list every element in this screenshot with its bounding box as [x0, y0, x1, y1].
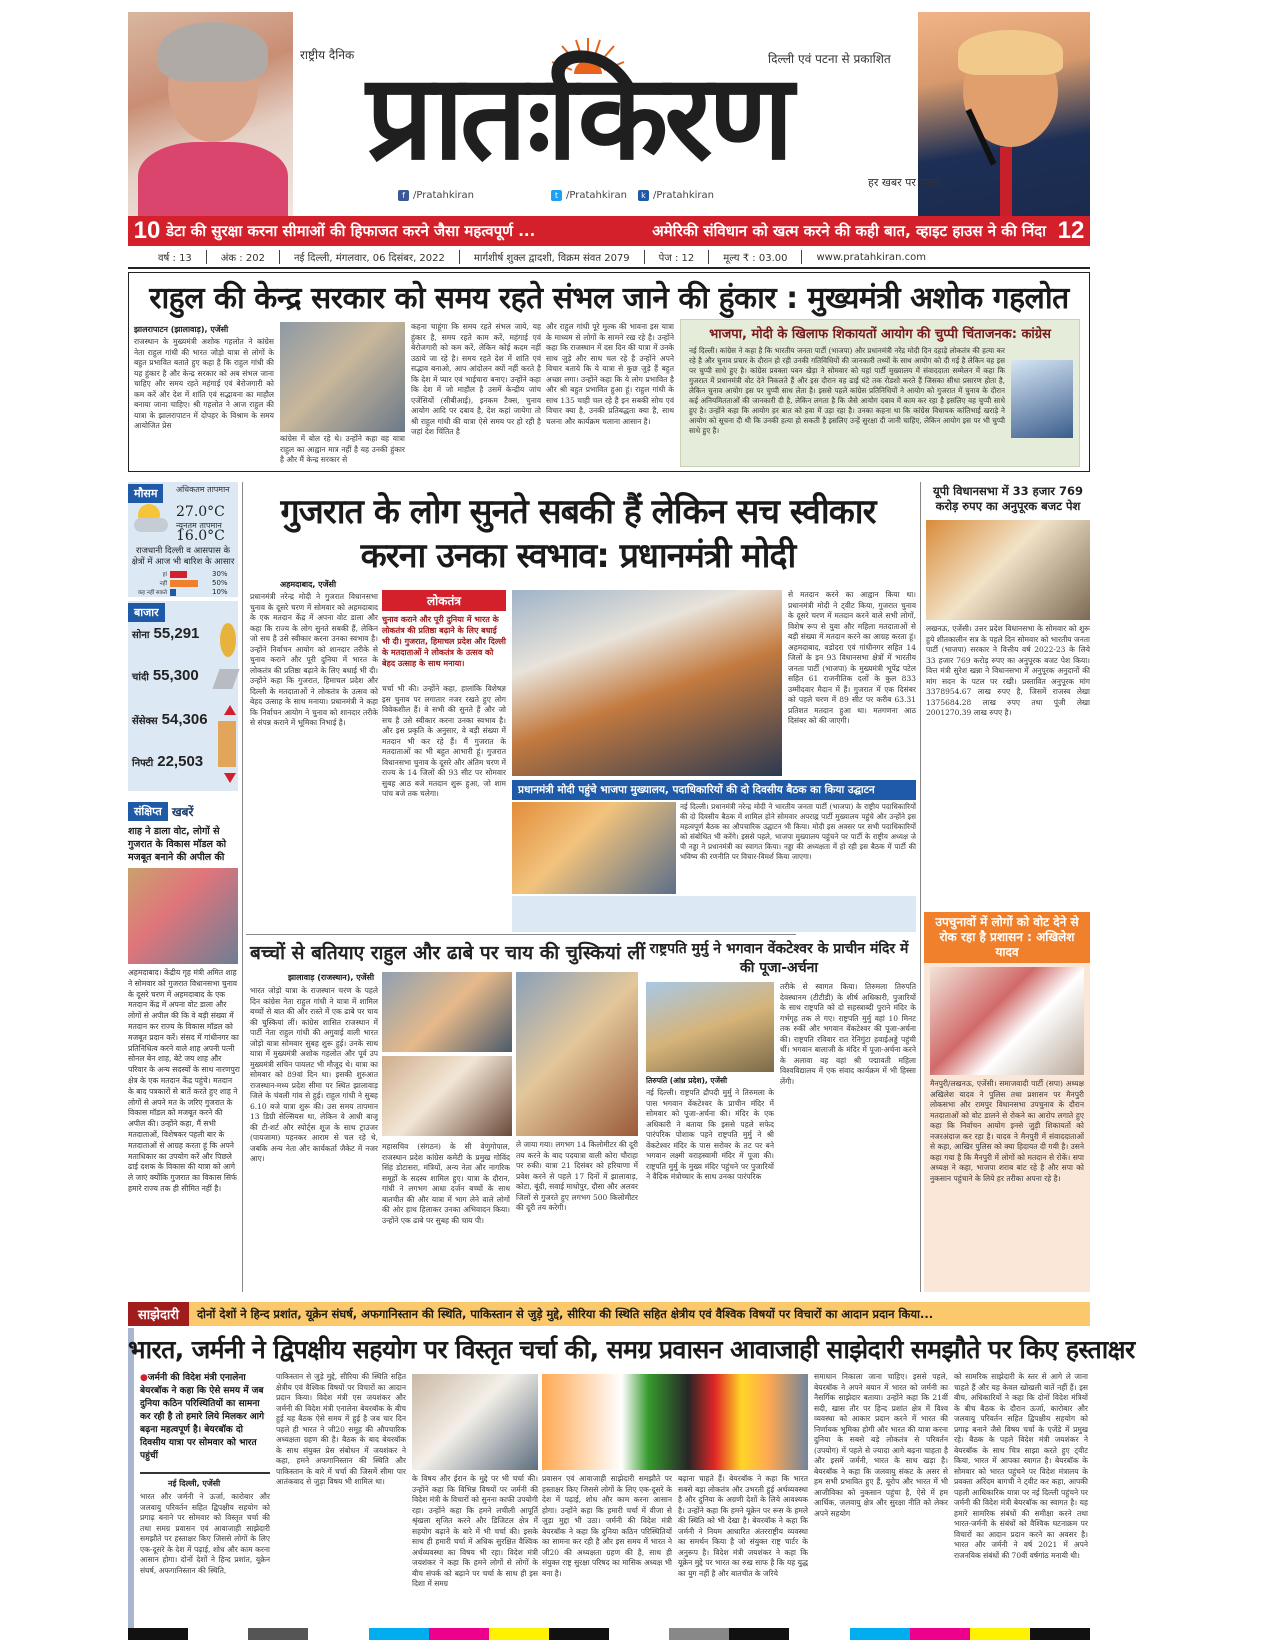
story-rahul-caption: महासचिव (संगठन) के सी वेणुगोपाल, राजस्थान प्रदेश कांग्रेस कमेटी के प्रमुख गोविंद सिंह डोटासरा, मंत्रियों, अन्य नेता और नागरिक समूहों के सदस्य शामिल हुए। यात्रा के दौरान, गांधी ने लगभग आधा दर्जन बच्चों के साथ बातचीत की और यात्रा में भाग लेने वाले लोगों की ओर हाथ हिलाकर उनका अभिवादन किया। उन्होंने एक ढाबे पर सुबह की चाय पी। [382, 1142, 510, 1225]
photo-pawan-khera [1011, 360, 1073, 438]
photo-rahul-dhaba [382, 1056, 512, 1136]
max-temp-label: अधिकतम तापमान [176, 485, 230, 494]
issue-price: मूल्य ₹ : 03.00 [709, 250, 802, 264]
market-box [128, 601, 238, 791]
photo-up-assembly [926, 520, 1090, 620]
social-facebook[interactable]: f /Pratahkiran [398, 190, 474, 201]
sidebar-congress-headline: भाजपा, मोदी के खिलाफ शिकायतों आयोग की चुप्पी चिंताजनक: कांग्रेस [709, 327, 1051, 342]
poll-row [130, 579, 236, 587]
sidebar-congress-body: नई दिल्ली। कांग्रेस ने कहा है कि भारतीय जनता पार्टी (भाजपा) और प्रधानमंत्री नरेंद्र मोदी दिन दहाड़े लोकतंत्र की हत्या कर रहे है और चुनाव प्रचार के दौरान हो रही उनकी गतिविधियों की जानकारी तथ्यों के साथ आयोग को दी गई है लेकिन वह इस पर चुप्पी साधे हुए है। कांग्रेस प्रवक्ता पवन खेड़ा ने सोमवार को यहां पार्टी मुख्यालय में संवाददाता सम्मेलन में कहा कि गुजरात में प्रधानमंत्री वोट देने निकलते हैं और इस दौरान वह ढाई घंटे तक रोडशो करते हैं जिसका सीधा प्रसारण होता है, लेकिन चुनाव आयोग इस पर चुप्पी साध लेता है। इससे पहले कांग्रेस प्रतिनिधियों ने आयोग को गुजरात में चुनाव के दौरान कई अनियमितताओं की जानकारी दी है, लेकिन लगता है कि जैसे आयोग दबाव में काम कर रहा है इसलिए वह चुप्पी साधे हुए है। उन्होंने कहा कि आयोग हर बात को हवा में उड़ा रहा है। उनका कहना था कि कांग्रेस विधायक कांतिभाई खराड़े ने आयोग को सूचना दी थी कि उनकी हत्या हो सकती है इसलिए उन्हें सुरक्षा दी जानी चाहिए, लेकिन आयोग इस पर भी चुप्पी साधे हुए है। [689, 346, 1005, 435]
story-modi-headline: गुजरात के लोग सुनते सबकी हैं लेकिन सच स्वीकार करना उनका स्वभाव: प्रधानमंत्री मोदी [280, 492, 876, 576]
social-koo[interactable]: k /Pratahkiran [638, 190, 714, 201]
story-akhilesh-body: मैनपुरी/लखनऊ, एजेंसी। समाजवादी पार्टी (सपा) अध्यक्ष अखिलेश यादव ने पुलिस तथा प्रशासन पर मैनपुरी लोकसभा और रामपुर विधानसभा उपचुनाव के दौरान मतदाताओं को वोट डालने से रोकने का आरोप लगाते हुए कहा कि निर्वाचन आयोग इनसे जुड़ी शिकायतों को नजरअंदाज कर रहा है। यादव ने मैनपुरी में संवाददाताओं से कहा, आखिर पुलिस को क्या हिदायत दी गयी है। उसने कहा गया है कि मैनपुरी में लोगों को मतदान से रोकें। सपा अध्यक्ष ने कहा, भाजपा शराब बांट रहे है और सपा को नुकसान पहुंचाने के लिये हर तरीका अपना रहे है। [930, 1079, 1084, 1183]
weather-market-sidebar [128, 482, 238, 791]
masthead-logo: प्रातःकिरण [366, 47, 790, 186]
photo-amit-shah [128, 868, 238, 964]
story-rahul-headline: बच्चों से बतियाए राहुल और ढाबे पर चाय की चुस्कियां लीं [250, 942, 646, 964]
max-temp-value: 27.0°C [176, 504, 225, 520]
story-germany-body-2: पाकिस्तान से जुड़े मुद्दे, सीरिया की स्थिति सहित क्षेत्रीय एवं वैश्विक विषयों पर विचारों का आदान प्रदान किया। विदेश मंत्री एस जयशंकर और जर्मनी की विदेश मंत्री एनालेना बेयरबॉक के बीच हुई यह बैठक ऐसे समय में हुई है जब चार दिन पहले ही भारत ने जी20 समूह की औपचारिक अध्यक्षता ग्रहण की है। बैठक के बाद बेयरबॉक के साथ संयुक्त प्रेस संबोधन में जयशंकर ने कहा, हमने अफगानिस्तान की स्थिति और पाकिस्तान के बारे में चर्चा की जिसमें सीमा पार आतंकवाद से जुड़ा विषय भी शामिल था। [276, 1372, 406, 1486]
poll-label: हां [162, 572, 167, 578]
lokatantra-quote: चुनाव कराने और पूरी दुनिया में भारत के लोकतंत्र की प्रतिष्ठा बढ़ाने के लिए बधाई भी दी। गुजरात, हिमाचल प्रदेश और दिल्ली के मतदाताओं ने लोकतंत्र के उत्सव को बेहद उत्साह के साथ मनाया। [382, 615, 506, 668]
photo-rahul-crowd [516, 972, 638, 1136]
poll-label: कह नहीं सकते [137, 590, 167, 596]
brief-headline: शाह ने डाला वोट, लोगों से गुजरात के विकास मॉडल को मजबूत बनाने की अपील की [128, 826, 227, 863]
koo-icon: k [638, 190, 649, 201]
photo-bjp-hq [512, 802, 676, 894]
story-germany-body-4: प्रवासन एवं आवाजाही साझेदारी समझौते पर हस्ताक्षर किए जिससे लोगों के लिए एक-दूसरे के देश में पढ़ाई, शोध और काम करना आसान होगा। उन्होंने कहा कि हमारी चर्चा में वीजा से जुड़ा मुद्दा भी उठा। जर्मनी की विदेश मंत्री बेयरबॉक ने कहा कि दुनिया कठिन परिस्थितियों का सामना कर रही है और इस समय में भारत ने जी20 की अध्यक्षता ग्रहण की है, साथ ही संयुक्त राष्ट्र सुरक्षा परिषद का मासिक अध्यक्ष भी बना है। [542, 1474, 672, 1578]
sajhedari-kicker: दोनों देशों ने हिन्द प्रशांत, यूक्रेन संघर्ष, अफगानिस्तान की स्थिति, पाकिस्तान से जुड़े मुद्दे, सीरिया की स्थिति सहित क्षेत्रीय एवं वैश्विक विषयों पर विचारों का आदान प्रदान किया... [196, 1306, 934, 1321]
social-twitter[interactable]: t /Pratahkiran [551, 190, 627, 201]
story-modi-body-1: प्रधानमंत्री नरेन्द्र मोदी ने गुजरात विधानसभा चुनाव के दूसरे चरण में सोमवार को अहमदाबाद के एक मतदान केंद्र में अपना वोट डाला और कहा कि राज्य के लोग सुनते सबकी हैं, लेकिन जो सच है उसे स्वीकार करना उनका स्वभाव है। उन्होंने निर्वाचन आयोग को शानदार तरीके से चुनाव कराने और पूरी दुनिया में भारत के लोकतंत्र की प्रतिष्ठा बढ़ाने के लिए बधाई भी दी। उन्होंने कहा कि गुजरात, हिमाचल प्रदेश और दिल्ली के मतदाताओं ने लोकतंत्र के उत्सव को बेहद उत्साह के साथ मनाया। प्रधानमंत्री ने कहा कि निर्वाचन आयोग ने चुनाव को शानदार तरीके से संपन्न कराने में भूमिका निभाई है। [250, 592, 378, 727]
min-temp-label: न्यूनतम तापमान [176, 521, 222, 530]
partly-cloudy-icon [134, 502, 166, 534]
story-germany-quote: ●जर्मनी की विदेश मंत्री एनालेना बेयरबॉक ने कहा कि ऐसे समय में जब दुनिया कठिन परिस्थितियों का सामना कर रही है तो हमारे लिये मिलकर आगे बढ़ना महत्वपूर्ण है। बेयरबॉक दो दिवसीय यात्रा पर सोमवार को भारत पहुंचीं [140, 1373, 265, 1461]
poll-label: नहीं [159, 581, 167, 587]
story-gehlot-body-3: और राहुल गांधी पूरे मुल्क की भावना इस यात्रा के माध्यम से लोगों के सामने रख रहे है। उन्होंने कहा कि राजस्थान में दस दिन की यात्रा में उनके साथ जुड़े और साथ चल रहे है उन्होंने अपने विचार बताये कि ये यात्रा से कुछ जुड़े हैं बहुत अच्छा लगा। उन्होंने कहा कि ये लोग प्रभावित है और श्री बहुत प्रभावित हुआ हूं। राहुल गांधी के साथ 135 चाही चल रहे है इन सबकी सोच एवं विचार क्या है, उनकी प्रतिबद्धता क्या है, साथ चलना और कार्यक्रम चलाना आसान है। [546, 322, 674, 426]
coin-stack-icon [218, 721, 236, 767]
story-gehlot-body-1: राजस्थान के मुख्यमंत्री अशोक गहलोत ने कांग्रेस नेता राहुल गांधी की भारत जोड़ो यात्रा से लोगों के बहुत प्रभावित बताते हुए कहा है कि राहुल गांधी की यह हुंकार है और केन्द्र सरकार को अब संभल जाना चाहिए और समय रहते महंगाई एवं बेरोजगारी को कम करें और देश में शांति एवं सद्भावना का माहौल बनाया जाना चाहिए। श्री गहलोत ने आज राहुल की यात्रा के झालरापाटन में दोपहर के विश्राम के समय आयोजित प्रेस [134, 337, 274, 430]
poll-row [130, 570, 236, 578]
photo-baerbock [412, 1374, 538, 1470]
teaser-strip [128, 216, 1090, 246]
story-gehlot-headline: राहुल की केन्द्र सरकार को समय रहते संभल जाने की हुंकार : मुख्यमंत्री अशोक गहलोत [149, 281, 1069, 316]
teaser-right-page: 12 [1057, 217, 1085, 244]
poll-bar [170, 589, 176, 596]
story-germany-body-7: को सामरिक साझेदारी के स्तर से आगे ले जाना चाहते हैं और यह केवल खोखली बातें नहीं हैं। इस बीच, अधिकारियों ने कहा कि दोनों विदेश मंत्रियों के बीच बैठक के दौरान ऊर्जा, कारोबार और जलवायु परिवर्तन सहित द्विपक्षीय सहयोग को प्रगाढ़ बनाने जैसे विषय चर्चा के एजेंडे में प्रमुख रहे। बैठक के पहले विदेश मंत्री जयशंकर ने बेयरबॉक के साथ चित्र साझा करते हुए ट्वीट किया, भारत में आपका स्वागत है। बेयरबॉक के सोमवार को भारत पहुंचने पर विदेश मंत्रालय के प्रवक्ता अरिंदम बागची ने ट्वीट कर कहा, आपकी पहली आधिकारिक यात्रा पर नई दिल्ली पहुंचने पर जर्मनी की विदेश मंत्री बेयरबॉक का स्वागत है। यह हमारे सामरिक संबंधों की समीक्षा करने तथा भारत-जर्मनी के संबंधों को वैश्विक घटनाक्रम पर विचारों का आदान प्रदान करने का अवसर है। भारत और जर्मनी ने वर्ष 2021 में अपने राजनयिक संबंधों की 70वीं वर्षगांठ मनायी थी। [954, 1372, 1088, 1560]
photo-gehlot-caption: कांग्रेस में बोल रहे थे। उन्होंने कहा वह यात्रा राहुल का आह्वान मात्र नहीं है यह उनकी हुंकार है और मैं केन्द्र सरकार से [280, 434, 405, 464]
story-modi-dateline: अहमदाबाद, एजेंसी [280, 580, 337, 589]
lokatantra-label: लोकतंत्र [382, 590, 506, 611]
market-sensex: सेंसेक्स 54,306 [132, 711, 208, 728]
masthead-photo-left [128, 12, 293, 227]
print-color-bar [128, 1628, 1090, 1640]
divider [242, 482, 243, 1292]
market-gold: सोना 55,291 [132, 625, 200, 642]
divider [920, 482, 921, 1292]
poll-bar [170, 580, 198, 587]
brief-news [128, 802, 240, 1268]
issue-number: अंक : 202 [207, 250, 280, 264]
lokatantra-box [382, 590, 506, 669]
weather-forecast: राजधानी दिल्ली व आसपास के क्षेत्रों में आज भी बारिश के आसार [131, 546, 235, 567]
poll-value: 30% [212, 570, 228, 578]
story-murmu-body-1: नई दिल्ली। राष्ट्रपति द्रौपदी मुर्मु ने तिरुमला के पास भगवान वेंकटेश्वर के प्राचीन मंदिर में सोमवार को पूजा-अर्चना की। मंदिर के एक अधिकारी ने बताया कि इससे पहले सफेद पारंपरिक पोशाक पहने राष्ट्रपति मुर्मु ने श्री वेंकटेश्वर मंदिर के पास सरोवर के तट पर बने भगवान लक्ष्मी वराहस्वामी मंदिर में पूजा की। राष्ट्रपति मुर्मु के मुख्य मंदिर पहुंचने पर पुजारियों ने वैदिक मंत्रोच्चार के साथ उनका पारंपरिक [646, 1088, 774, 1181]
photo-modi-voting [512, 590, 782, 776]
poll-bar [170, 571, 187, 578]
silver-bars-icon [212, 669, 239, 689]
photo-gehlot [280, 322, 405, 432]
sub-body-continuation [512, 896, 916, 932]
gold-coins-icon [220, 623, 236, 657]
story-modi-sub-body: नई दिल्ली। प्रधानमंत्री नरेन्द्र मोदी ने भारतीय जनता पार्टी (भाजपा) के राष्ट्रीय पदाधिकारियों की दो दिवसीय बैठक में शामिल होने सोमवार अपराह्न पार्टी मुख्यालय पहुंचे और उन्होंने इस महत्वपूर्ण बैठक का औपचारिक उद्घाटन भी किया। मोदी इस अवसर पर सभी पदाधिकारियों को संबोधित भी करेंगे। इससे पहले, भाजपा मुख्यालय पहुंचने पर पार्टी के राष्ट्रीय अध्यक्ष जे पी नड्डा ने प्रधानमंत्री का स्वागत किया। नड्डा की अध्यक्षता में हो रही इस बैठक में पार्टी की भविष्य की रणनीति पर विचार-विमर्श किया जाएगा। [680, 802, 916, 861]
issue-year: वर्ष : 13 [128, 250, 207, 264]
story-murmu-headline: राष्ट्रपति मुर्मु ने भगवान वेंकटेश्वर के प्राचीन मंदिर में की पूजा-अर्चना [649, 941, 909, 976]
photo-rahul-children [382, 972, 512, 1052]
issue-date: नई दिल्ली, मंगलवार, 06 दिसंबर, 2022 [280, 250, 460, 264]
masthead-photo-right [918, 12, 1090, 227]
story-germany-headline: भारत, जर्मनी ने द्विपक्षीय सहयोग पर विस्तृत चर्चा की, समग्र प्रवासन आवाजाही साझेदारी समझौते पर किए हस्ताक्षर [128, 1335, 1135, 1364]
website-link[interactable]: www.pratahkiran.com [816, 251, 926, 263]
divider [128, 267, 1090, 269]
divider [246, 934, 796, 935]
sajhedari-label: साझेदारी [128, 1302, 189, 1326]
story-germany-body-1: भारत और जर्मनी ने ऊर्जा, कारोबार और जलवायु परिवर्तन सहित द्विपक्षीय सहयोग को प्रगाढ़ बनाने पर सोमवार को विस्तृत चर्चा की तथा समग्र प्रवासन एवं आवाजाही साझेदारी समझौते पर हस्ताक्षर किए जिससे लोगों के लिए एक-दूसरे के देश में पढ़ाई, शोध और काम करना आसान होगा। दोनों देशों ने हिन्द प्रशांत, यूक्रेन संघर्ष, अफगानिस्तान की स्थिति, [140, 1492, 270, 1575]
divider [140, 1472, 270, 1474]
story-up-body: लखनऊ, एजेंसी। उत्तर प्रदेश विधानसभा के सोमवार को शुरू हुये शीतकालीन सत्र के पहले दिन सोमवार को भारतीय जनता पार्टी (भाजपा) सरकार ने वित्तीय वर्ष 2022-23 के लिये 33 हजार 769 करोड़ रुपए का अनुपूरक बजट पेश किया। वित्त मंत्री सुरेश खन्ना ने विधानसभा में अनुपूरक अनुदानों की मांग सदन के पटल पर रखी। प्रस्तावित अनुपूरक मांग 3378954.67 लाख रुपए है, जिसमें राजस्व लेखा 1375684.28 लाख रुपए तथा पूंजी लेखा 2001270.39 लाख रुपए है। [926, 624, 1090, 717]
story-akhilesh-box [924, 912, 1090, 1292]
weather-poll [130, 570, 236, 597]
twitter-icon: t [551, 190, 562, 201]
story-modi-subheadline: प्रधानमंत्री मोदी पहुंचे भाजपा मुख्यालय, पदाधिकारियों की दो दिवसीय बैठक का किया उद्घाटन [512, 780, 916, 800]
story-murmu-dateline: तिरुपति (आंध्र प्रदेश), एजेंसी [646, 1076, 728, 1085]
brief-label-2: खबरें [171, 805, 194, 819]
market-nifty: निफ्टी 22,503 [132, 753, 204, 770]
issue-info [128, 248, 1090, 266]
story-modi-body-2: चर्चा भी की। उन्होंने कहा, हालांकि विशेषज्ञ इस चुनाव पर लगातार नजर रखते हुए लोग विवेकशील हैं। वे सभी की सुनते हैं और जो सच है उसे स्वीकार करना उनका स्वभाव है। और इस प्रकृति के अनुसार, वे बड़ी संख्या में मतदान भी कर रहे हैं। मैं गुजरात के मतदाताओं का भी बहुत आभारी हूं। गुजरात विधानसभा चुनाव के दूसरे और अंतिम चरण में राज्य के 14 जिलों की 93 सीट पर सोमवार सुबह आठ बजे मतदान शुरू हुआ, जो शाम पांच बजे तक चलेगा। [382, 684, 506, 798]
teaser-right-link[interactable]: अमेरिकी संविधान को खत्म करने की कही बात, व्हाइट हाउस ने की निंदा [652, 222, 1046, 240]
poll-row [130, 588, 236, 596]
market-label: बाजार [128, 603, 165, 622]
newspaper-page [128, 12, 1135, 1642]
issue-hindu-date: मार्गशीर्ष शुक्ल द्वादशी, विक्रम संवत 2079 [460, 250, 645, 264]
story-germany-dateline: नई दिल्ली, एजेंसी [168, 1479, 221, 1488]
story-germany-body-6: समाधान निकाला जाना चाहिए। इससे पहले, बेयरबॉक ने अपने बयान में भारत को जर्मनी का नैसर्गिक साझेदार बताया। उन्होंने कहा कि 21वीं सदी, खास तौर पर हिन्द प्रशांत क्षेत्र में विश्व व्यवस्था को आकार प्रदान करने में भारत की निर्णायक भूमिका होगी और भारत की यात्रा करना दुनिया के सबसे बड़े लोकतंत्र से परिवर्तन (उपयोग) में पहले से ज्यादा आगे बढ़ना चाहता है और इसमें जर्मनी, भारत के साथ खड़ा है। बेयरबॉक ने कहा कि जलवायु संकट के असर से हम सभी प्रभावित हुए हैं, यूरोप और भारत में भी आजीविका को नुकसान पहुंचा है, ऐसे में हम आर्थिक, जलवायु क्षेत्र और सुरक्षा नीति को लेकर अपने सहयोग [814, 1372, 948, 1518]
story-gehlot-body-2: कहना चाहूंगा कि समय रहते संभल जाये, यह हुंकार है, समय रहते काम करें, महंगाई एवं बेरोजगारी को कम करें, लेकिन कोई कदम नहीं उठाये जा रहे है। समय रहते देश में शांति एवं सद्भाव बनाओ, आप आंदोलन क्यों नहीं करते है कि देश में प्यार एवं भाईचारा बनाए। उन्होंने कहा कि देश में जो माहौल है उसमें केन्द्रीय जांच एजेंसियों (सीबीआई), इनकम टैक्स, चुनाव आयोग आदि पर दबाव है, देश कहां जायेगा तो श्री राहुल गांधी की यात्रा ऐसे समय पर हो रही है जहां देश चिंतित है [411, 322, 541, 436]
story-rahul-body-1: भारत जोड़ो यात्रा के राजस्थान चरण के पहले दिन कांग्रेस नेता राहुल गांधी ने यात्रा में शामिल बच्चों से बात की और रास्ते में एक ढाबे पर चाय की चुस्कियां लीं। कांग्रेस शासित राजस्थान में पार्टी नेता राहुल गांधी की अगुवाई वाली भारत जोड़ो यात्रा सोमवार सुबह शुरू हुई। उनके साथ यात्रा में मुख्यमंत्री अशोक गहलोत और पूर्व उप मुख्यमंत्री सचिन पायलट भी मौजूद थे। यात्रा का सोमवार को 89वां दिन था। इसकी शुरुआत राजस्थान-मध्य प्रदेश सीमा पर स्थित झालावाड़ जिले के चंवली गांव से हुई। राहुल गांधी ने सुबह 6.10 बजे यात्रा शुरू की। उस समय तापमान 13 डिग्री सेल्सियस था, लेकिन वे आधी बाजू की टी-शर्ट और स्पोर्ट्स शूज के साथ ट्राउजर (पायजामा) पहनकर आराम से चल रहे थे, जबकि अन्य नेता और कार्यकर्ता जैकेट में नजर आए। [250, 986, 378, 1163]
story-rahul-body-2: ले जाया गया। लगभग 14 किलोमीटर की दूरी तय करने के बाद पदयात्रा वाली कोरा चौराहा पर रुकी। यात्रा 21 दिसंबर को हरियाणा में प्रवेश करने से पहले 17 दिनों में झालावाड़, कोटा, बूंदी, सवाई माधोपुर, दौसा और अलवर जिलों से गुजरते हुए लगभग 500 किलोमीटर की दूरी तय करेगी। [516, 1140, 638, 1212]
weather-label: मौसम [128, 484, 163, 503]
photo-akhilesh [930, 967, 1084, 1075]
issue-pages: पेज : 12 [645, 250, 710, 264]
min-temp-value: 16.0°C [176, 528, 225, 544]
sajhedari-strip [128, 1302, 1090, 1326]
story-murmu-body-2: तरीके से स्वागत किया। तिरुमला तिरुपति देवस्थानम (टीटीडी) के शीर्ष अधिकारी, पुजारियों के साथ राष्ट्रपति को दो सहस्त्राब्दी पुराने मंदिर के गर्भगृह तक ले गए। राष्ट्रपति मुर्मु वहां 10 मिनट तक रुकीं और भगवान वेंकटेश्वर की पूजा-अर्चना की। राष्ट्रपति रविवार रात रेनिगुंटा हवाईअड्डे पहुंची थीं। भगवान बालाजी के मंदिर में पूजा-अर्चना करने के अलावा वह वहां श्री पद्मावती महिला विश्वविद्यालय में एक संवाद कार्यक्रम में भी हिस्सा लेंगी। [780, 982, 916, 1086]
story-gehlot-dateline: झालरापाटन (झालावाड़), एजेंसी [134, 325, 229, 334]
brief-label-1: संक्षिप्त [128, 802, 168, 821]
teaser-left-link[interactable]: डेटा की सुरक्षा करना सीमाओं की हिफाजत करने जैसा महत्वपूर्ण ... [166, 222, 536, 240]
photo-jaishankar-baerbock-meeting [542, 1374, 808, 1470]
photo-tirupati-temple [646, 982, 774, 1072]
story-up-headline: यूपी विधानसभा में 33 हजार 769 करोड़ रुपए का अनुपूरक बजट पेश [932, 484, 1084, 513]
masthead-tagline-left: राष्ट्रीय दैनिक [300, 48, 355, 62]
teaser-left-page: 10 [133, 217, 161, 244]
story-germany-body-3: के विषय और ईरान के मुद्दे पर भी चर्चा की। उन्होंने कहा कि विभिन्न विषयों पर जर्मनी की विदेश मंत्री के विचारों को सुनना काफी उपयोगी रहा। उन्होंने कहा कि हमने लचीली आपूर्ति श्रृंखला सृजित करने और डिजिटल क्षेत्र में सहयोग बढ़ाने के बारे में भी चर्चा की। इसके साथ ही हमारी चर्चा में अधिक सुरक्षित वैश्विक अर्थव्यवस्था का विषय भी रहा। विदेश मंत्री जयशंकर ने कहा कि हमने लोगों से लोगों के बीच संपर्क को बढ़ाने पर चर्चा के साथ ही इस दिशा में समग्र [412, 1474, 538, 1588]
story-germany-body-5: बढ़ाना चाहते हैं। बेयरबॉक ने कहा कि भारत सबसे बड़ा लोकतंत्र और उभरती हुई अर्थव्यवस्था है और दुनिया के अग्रणी देशों के लिये आवश्यक है। उन्होंने कहा कि हमने यूक्रेन पर रूस के हमले की स्थिति को भी देखा है। बेयरबॉक ने कहा कि जर्मनी ने नियम आधारित अंतरराष्ट्रीय व्यवस्था का समर्थन किया है जो संयुक्त राष्ट्र चार्टर के अनुरूप है। विदेश मंत्री जयशंकर ने कहा कि यूक्रेन मुद्दे पर भारत का रुख साफ है कि यह युद्ध का युग नहीं है और बातचीत के जरिये [678, 1474, 808, 1578]
story-akhilesh-headline: उपचुनावों में लोगों को वोट देने से रोक रहा है प्रशासन : अखिलेश यादव [924, 912, 1090, 963]
story-rahul-dateline: झालावाड़ (राजस्थान), एजेंसी [288, 973, 375, 982]
facebook-icon: f [398, 190, 409, 201]
masthead-slogan: हर खबर पर पकड़ [868, 176, 940, 189]
weather-box [128, 482, 238, 597]
brief-body: अहमदाबाद। केंद्रीय गृह मंत्री अमित शाह ने सोमवार को गुजरात विधानसभा चुनाव के दूसरे चरण में अहमदाबाद के एक मतदान केंद्र में अपना वोट डाला और लोगों से अपील की कि वे बड़ी संख्या में मतदान कर राज्य के विकास मॉडल को मजबूत प्रदान करें। संसद में गांधीनगर का प्रतिनिधित्व करने वाले शाह अपनी पत्नी सोनल बेन शाह, बेटे जय शाह और परिवार के अन्य सदस्यों के साथ नारणपुरा क्षेत्र के एक मतदान केंद्र पहुंचे। मतदान के बाद पत्रकारों से बातें करते हुए शाह ने लोगों से अपने मत के जरिए गुजरात के विकास मॉडल को मजबूत करने की अपील की। उन्होंने कहा, मैं सभी मतदाताओं, विशेषकर पहली बार के मतदाताओं से आग्रह करता हूं कि अपने मताधिकार का उपयोग करें और पिछले ढाई दशक के विकास की यात्रा को आगे ले जाएं क्योंकि गुजरात का विकास सिर्फ हमारे राज्य तक ही सीमित नहीं है। [128, 968, 240, 1193]
poll-value: 10% [212, 588, 228, 596]
sidebar-congress-box [680, 319, 1080, 467]
arrow-down-icon [224, 773, 236, 783]
bullet-icon: ● [140, 1373, 148, 1383]
arrow-up-icon [224, 705, 236, 715]
poll-value: 50% [212, 579, 228, 587]
story-modi-body-3: से मतदान करने का आह्वान किया था। प्रधानमंत्री मोदी ने ट्वीट किया, गुजरात चुनाव के दूसरे चरण में मतदान करने वाले सभी लोगों, विशेष रूप से युवा और महिला मतदाताओं से बड़ी संख्या में मतदान करने का आग्रह करता हूं। अहमदाबाद, वडोदरा एवं गांधीनगर सहित 14 जिलों के इन 93 विधानसभा क्षेत्रों में भारतीय जनता पार्टी (भाजपा) के मुख्यमंत्री भूपेंद्र पटेल सहित 61 राजनीतिक दलों के कुल 833 उम्मीदवार मैदान में हैं। गुजरात में एक दिसंबर को पहले चरण में 89 सीट पर करीब 63.31 प्रतिशत मतदान हुआ था। मतगणना आठ दिसंबर को की जाएगी। [788, 590, 916, 725]
masthead-tagline-right: दिल्ली एवं पटना से प्रकाशित [768, 52, 891, 66]
market-silver: चांदी 55,300 [132, 667, 199, 684]
